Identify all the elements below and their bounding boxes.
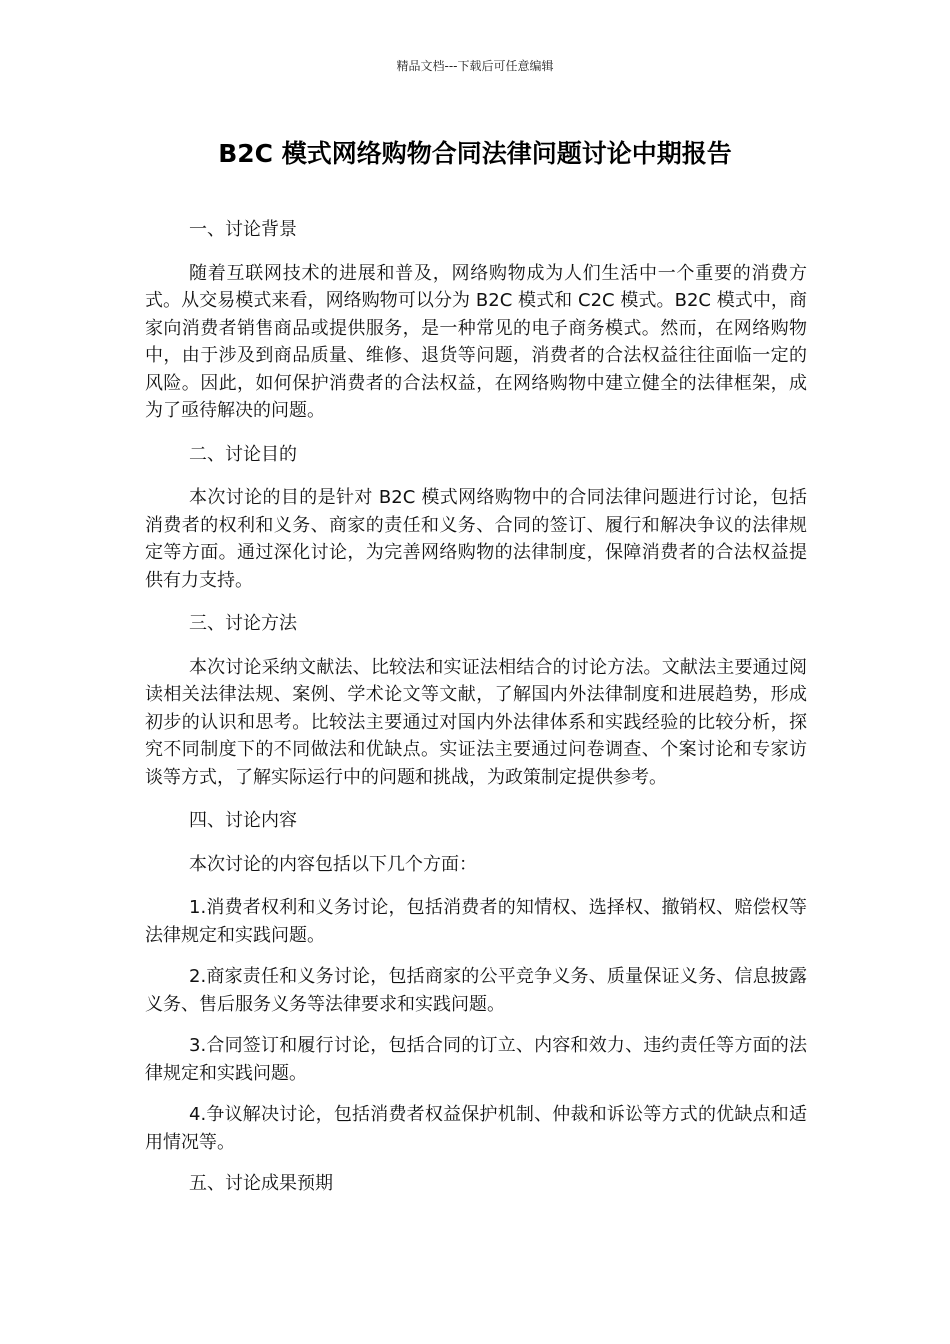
document-title: B2C 模式网络购物合同法律问题讨论中期报告 — [218, 139, 732, 168]
paragraph-purpose: 本次讨论的目的是针对 B2C 模式网络购物中的合同法律问题进行讨论，包括消费者的权利和义务、商家的责任和义务、合同的签订、履行和解决争议的法律规定等方面。通过深化讨论，为完善网络购物的法律制度，保障消费者的合法权益提供有力支持。 — [145, 487, 807, 591]
list-item-dispute: 4.争议解决讨论，包括消费者权益保护机制、仲裁和诉讼等方式的优缺点和适用情况等。 — [145, 1104, 807, 1153]
section-heading-background: 一、讨论背景 — [189, 219, 297, 240]
paragraph-background: 随着互联网技术的进展和普及，网络购物成为人们生活中一个重要的消费方式。从交易模式来看，网络购物可以分为 B2C 模式和 C2C 模式。B2C 模式中，商家向消费者销售商品或提供服务，是一种常见的电子商务模式。然而，在网络购物中，由于涉及到商品质量、维修、退货等问题，消费者的合法权益往往面临一定的风险。因此，如何保护消费者的合法权益，在网络购物中建立健全的法律框架，成为了亟待解决的问题。 — [145, 262, 807, 421]
page-header-watermark: 精品文档---下载后可任意编辑 — [396, 59, 554, 73]
section-heading-content: 四、讨论内容 — [189, 810, 297, 831]
paragraph-content-intro: 本次讨论的内容包括以下几个方面： — [189, 853, 477, 875]
paragraph-method: 本次讨论采纳文献法、比较法和实证法相结合的讨论方法。文献法主要通过阅读相关法律法规、案例、学术论文等文献，了解国内外法律制度和进展趋势，形成初步的认识和思考。比较法主要通过对国内外法律体系和实践经验的比较分析，探究不同制度下的不同做法和优缺点。实证法主要通过问卷调查、个案讨论和专家访谈等方式，了解实际运行中的问题和挑战，为政策制定提供参考。 — [145, 656, 807, 788]
list-item-contract: 3.合同签订和履行讨论，包括合同的订立、内容和效力、违约责任等方面的法律规定和实践问题。 — [145, 1035, 807, 1084]
section-heading-expected-results: 五、讨论成果预期 — [189, 1173, 333, 1194]
list-item-consumer-rights: 1.消费者权利和义务讨论，包括消费者的知情权、选择权、撤销权、赔偿权等法律规定和实践问题。 — [145, 897, 807, 946]
document-body — [145, 216, 807, 1214]
section-heading-purpose: 二、讨论目的 — [189, 443, 297, 465]
list-item-merchant-duties: 2.商家责任和义务讨论，包括商家的公平竞争义务、质量保证义务、信息披露义务、售后服务义务等法律要求和实践问题。 — [145, 966, 807, 1015]
section-heading-method: 三、讨论方法 — [189, 613, 297, 634]
